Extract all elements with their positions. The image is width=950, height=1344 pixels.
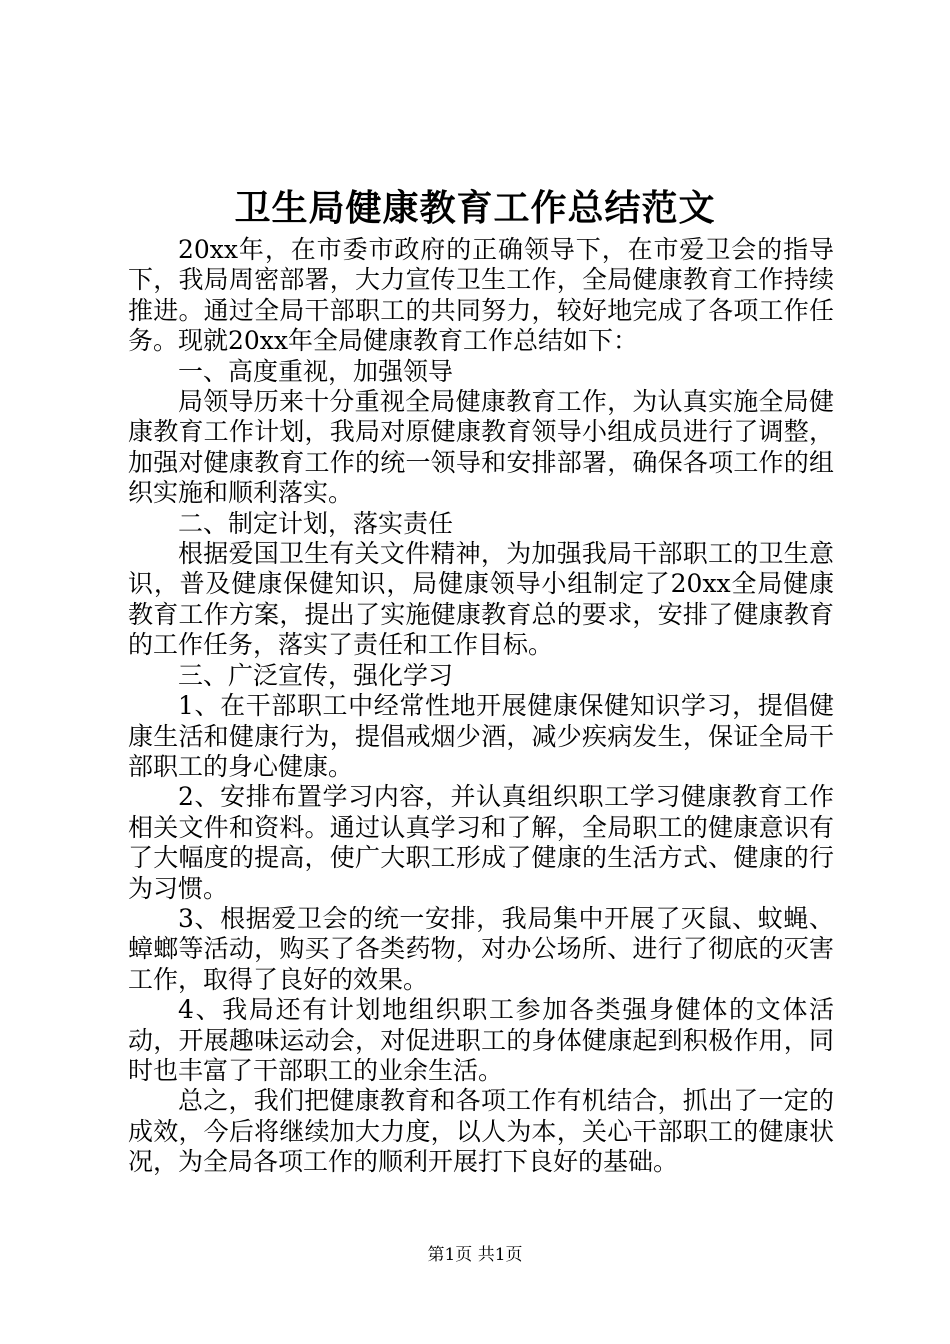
- document-body: [128, 235, 834, 1178]
- paragraph-plan: 根据爱国卫生有关文件精神，为加强我局干部职工的卫生意识，普及健康保健知识，局健康领导小组制定了20xx全局健康教育工作方案，提出了实施健康教育总的要求，安排了健康教育的工作任务，落实了责任和工作目标。: [128, 539, 834, 660]
- paragraph-leadership: 局领导历来十分重视全局健康教育工作，为认真实施全局健康教育工作计划，我局对原健康教育领导小组成员进行了调整，加强对健康教育工作的统一领导和安排部署，确保各项工作的组织实施和顺利落实。: [128, 387, 834, 508]
- paragraph-intro: 20xx年，在市委市政府的正确领导下，在市爱卫会的指导下，我局周密部署，大力宣传卫生工作，全局健康教育工作持续推进。通过全局干部职工的共同努力，较好地完成了各项工作任务。现就20xx年全局健康教育工作总结如下：: [128, 235, 834, 356]
- paragraph-item-3: 3、根据爱卫会的统一安排，我局集中开展了灭鼠、蚊蝇、蟑螂等活动，购买了各类药物，对办公场所、进行了彻底的灭害工作，取得了良好的效果。: [128, 903, 834, 994]
- document-title: 卫生局健康教育工作总结范文: [234, 187, 716, 229]
- paragraph-item-1: 1、在干部职工中经常性地开展健康保健知识学习，提倡健康生活和健康行为，提倡戒烟少酒，减少疾病发生，保证全局干部职工的身心健康。: [128, 691, 834, 781]
- section-heading-2: 二、制定计划，落实责任: [178, 508, 454, 538]
- paragraph-item-2: 2、安排布置学习内容，并认真组织职工学习健康教育工作相关文件和资料。通过认真学习和了解，全局职工的健康意识有了大幅度的提高，使广大职工形成了健康的生活方式、健康的行为习惯。: [128, 782, 834, 903]
- section-heading-1: 一、高度重视，加强领导: [178, 356, 454, 386]
- page-footer: 第1页 共1页: [427, 1245, 523, 1265]
- paragraph-conclusion: 总之，我们把健康教育和各项工作有机结合，抓出了一定的成效，今后将继续加大力度，以人为本，关心干部职工的健康状况，为全局各项工作的顺利开展打下良好的基础。: [128, 1086, 834, 1177]
- paragraph-item-4: 4、我局还有计划地组织职工参加各类强身健体的文体活动，开展趣味运动会，对促进职工的身体健康起到积极作用，同时也丰富了干部职工的业余生活。: [128, 995, 834, 1085]
- section-heading-3: 三、广泛宣传，强化学习: [178, 660, 454, 690]
